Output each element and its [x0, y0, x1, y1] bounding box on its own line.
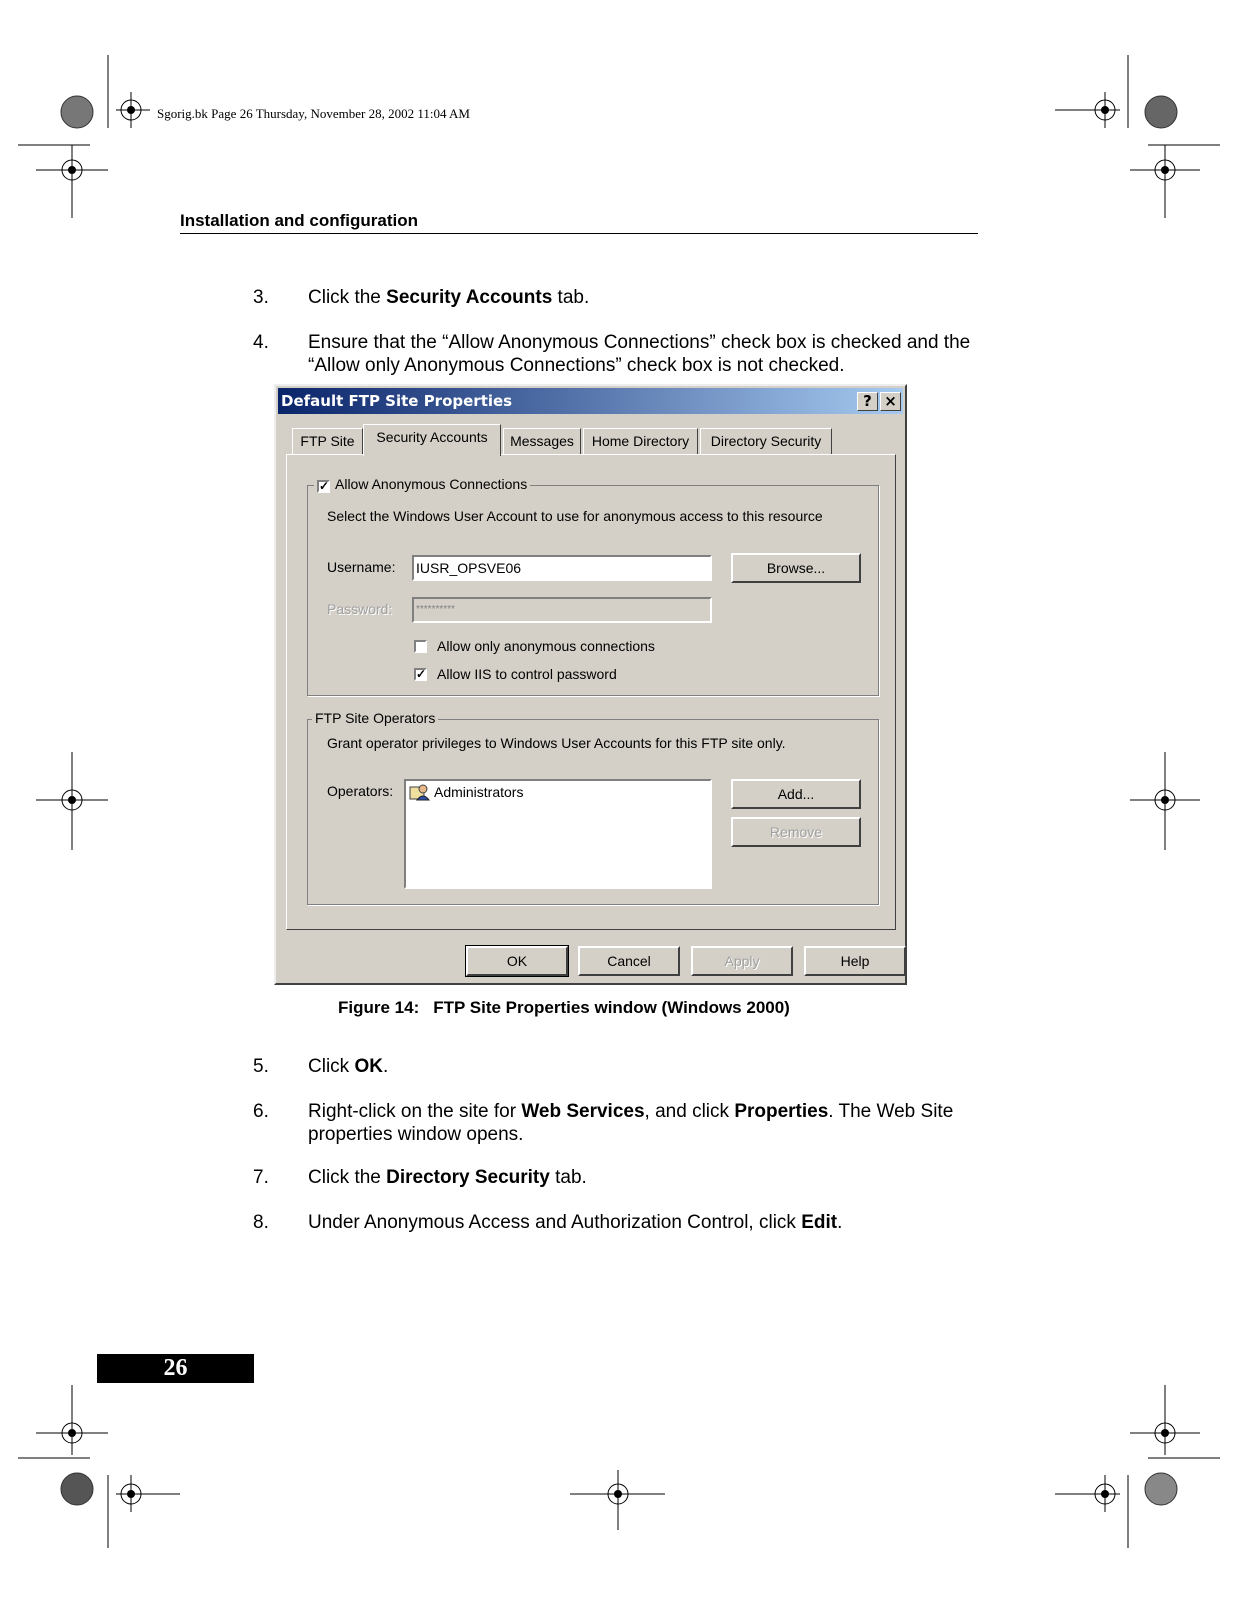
step-number: 7. [253, 1167, 269, 1188]
allow-anonymous-checkbox[interactable] [317, 480, 330, 493]
username-label: Username: [327, 559, 396, 575]
username-input[interactable]: IUSR_OPSVE06 [412, 555, 712, 581]
dialog-titlebar[interactable] [278, 388, 903, 414]
step-bold: Edit [801, 1212, 838, 1233]
step-text: Right-click on the site for [308, 1101, 522, 1122]
allow-iis-checkbox[interactable] [414, 668, 427, 681]
operators-label: Operators: [327, 783, 394, 799]
apply-button[interactable]: Apply [691, 946, 793, 976]
page-number: 26 [97, 1354, 254, 1383]
check-icon: ✓ [416, 667, 427, 681]
step-bold: Security Accounts [386, 287, 553, 308]
list-item[interactable] [409, 783, 523, 801]
step-text: Under Anonymous Access and Authorization Control, click [308, 1212, 802, 1233]
print-slug: Sgorig.bk Page 26 Thursday, November 28, 2002 11:04 AM [157, 106, 470, 121]
step-text: Click [308, 1056, 355, 1077]
allow-only-anonymous-label: Allow only anonymous connections [437, 638, 655, 654]
step-text: tab. [549, 1167, 587, 1188]
tab-security-accounts[interactable]: Security Accounts [363, 424, 501, 456]
section-rule [180, 233, 978, 234]
figure-text: FTP Site Properties window (Windows 2000) [433, 998, 790, 1017]
tab-home-directory[interactable]: Home Directory [583, 428, 698, 455]
tab-directory-security[interactable]: Directory Security [700, 428, 832, 455]
password-label: Password: [327, 601, 393, 617]
ok-button[interactable]: OK [466, 946, 568, 976]
operator-name: Administrators [434, 784, 524, 800]
step-bold: Directory Security [386, 1167, 550, 1188]
step-text: . [382, 1056, 389, 1077]
dialog-title: Default FTP Site Properties [281, 392, 513, 410]
step-number: 3. [253, 287, 269, 308]
tab-panel [286, 454, 896, 930]
step-bold: Web Services [521, 1101, 645, 1122]
step-text: . [837, 1212, 843, 1233]
step-text: . The Web Site properties window opens. [308, 1101, 954, 1145]
step-text: Ensure that the “Allow Anonymous Connections” check box is checked and the “Allow only Anonymous Connections” check box is not checked. [308, 332, 971, 376]
step-number: 4. [253, 332, 269, 353]
operators-listbox[interactable] [404, 779, 712, 889]
tab-ftp-site[interactable]: FTP Site [292, 428, 363, 455]
allow-anonymous-label: Allow Anonymous Connections [335, 476, 528, 492]
section-title: Installation and configuration [180, 211, 418, 230]
check-icon: ✓ [319, 479, 330, 493]
step-text: Click the [308, 1167, 387, 1188]
help-title-button[interactable]: ? [857, 392, 878, 411]
allow-iis-label: Allow IIS to control password [437, 666, 617, 682]
allow-only-anonymous-checkbox[interactable] [414, 640, 427, 653]
browse-button[interactable]: Browse... [731, 553, 861, 583]
step-number: 6. [253, 1101, 269, 1122]
step-bold: Properties [734, 1101, 829, 1122]
operators-description: Grant operator privileges to Windows User Accounts for this FTP site only. [327, 735, 786, 751]
cancel-button[interactable]: Cancel [578, 946, 680, 976]
figure-caption [338, 998, 790, 1018]
figure-label: Figure 14: [338, 998, 420, 1017]
users-group-icon [409, 783, 431, 801]
anonymous-legend [314, 476, 530, 492]
step-bold: OK [354, 1056, 383, 1077]
step-number: 8. [253, 1212, 269, 1233]
help-button[interactable]: Help [804, 946, 906, 976]
password-input[interactable]: ********** [412, 597, 712, 623]
step-text: , and click [644, 1101, 735, 1122]
tab-messages[interactable]: Messages [503, 428, 581, 455]
anonymous-description: Select the Windows User Account to use for anonymous access to this resource [327, 508, 823, 524]
operators-legend: FTP Site Operators [312, 710, 438, 726]
remove-operator-button[interactable]: Remove [731, 817, 861, 847]
step-text: tab. [552, 287, 590, 308]
close-title-button[interactable]: × [880, 392, 901, 411]
step-text: Click the [308, 287, 387, 308]
add-operator-button[interactable]: Add... [731, 779, 861, 809]
step-number: 5. [253, 1056, 269, 1077]
